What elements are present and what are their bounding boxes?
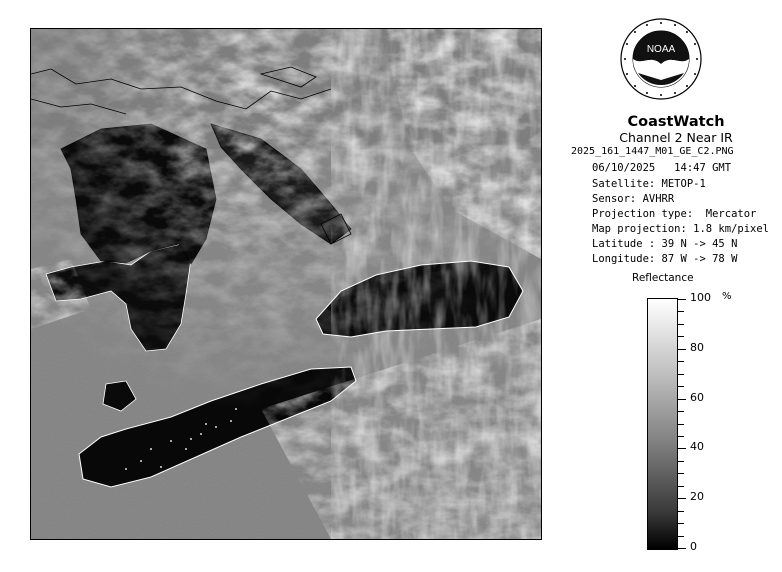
colorbar-tick bbox=[678, 349, 686, 350]
colorbar-tick bbox=[678, 461, 684, 462]
colorbar-tick bbox=[678, 424, 684, 425]
colorbar-tick-label: 60 bbox=[690, 390, 704, 404]
longitude-line: Longitude: 87 W -> 78 W bbox=[592, 253, 738, 265]
acquisition-datetime: 06/10/2025 14:47 GMT bbox=[592, 162, 732, 174]
satellite-map[interactable] bbox=[30, 28, 542, 540]
colorbar-tick bbox=[678, 399, 686, 400]
colorbar-tick bbox=[678, 548, 686, 549]
colorbar-tick bbox=[678, 486, 684, 487]
colorbar-unit: % bbox=[722, 291, 732, 302]
map-svg bbox=[31, 29, 541, 539]
colorbar-tick bbox=[678, 436, 684, 437]
projection-type-line: Projection type: Mercator bbox=[592, 208, 757, 220]
latitude-line: Latitude : 39 N -> 45 N bbox=[592, 238, 738, 250]
file-name: 2025_161_1447_M01_GE_C2.PNG bbox=[571, 146, 734, 157]
sensor-line: Sensor: AVHRR bbox=[592, 193, 675, 205]
colorbar-tick bbox=[678, 448, 686, 449]
colorbar-tick bbox=[678, 473, 684, 474]
noaa-logo-graphic bbox=[620, 18, 702, 100]
colorbar-tick bbox=[678, 361, 684, 362]
cloud-streaks bbox=[331, 29, 541, 539]
colorbar bbox=[647, 298, 678, 550]
colorbar-tick bbox=[678, 523, 684, 524]
colorbar-tick bbox=[678, 311, 684, 312]
colorbar-tick bbox=[678, 374, 684, 375]
colorbar-tick bbox=[678, 411, 684, 412]
colorbar-tick bbox=[678, 536, 684, 537]
colorbar-label: Reflectance bbox=[632, 272, 694, 284]
colorbar-tick bbox=[678, 336, 684, 337]
colorbar-tick bbox=[678, 498, 686, 499]
colorbar-tick bbox=[678, 511, 684, 512]
colorbar-tick-label: 100 bbox=[690, 291, 711, 304]
colorbar-tick bbox=[678, 386, 684, 387]
map-projection-line: Map projection: 1.8 km/pixel bbox=[592, 223, 770, 235]
colorbar-tick bbox=[678, 299, 686, 300]
noaa-logo bbox=[620, 18, 702, 100]
colorbar-tick bbox=[678, 324, 684, 325]
colorbar-tick-label: 20 bbox=[690, 490, 704, 504]
satellite-line: Satellite: METOP-1 bbox=[592, 178, 706, 190]
logo-text: NOAA bbox=[646, 44, 676, 55]
product-title: CoastWatch bbox=[627, 114, 725, 130]
colorbar-tick-label: 0 bbox=[690, 540, 697, 553]
colorbar-tick-label: 40 bbox=[690, 440, 704, 454]
colorbar-tick-label: 80 bbox=[690, 340, 704, 354]
channel-subtitle: Channel 2 Near IR bbox=[619, 130, 733, 145]
